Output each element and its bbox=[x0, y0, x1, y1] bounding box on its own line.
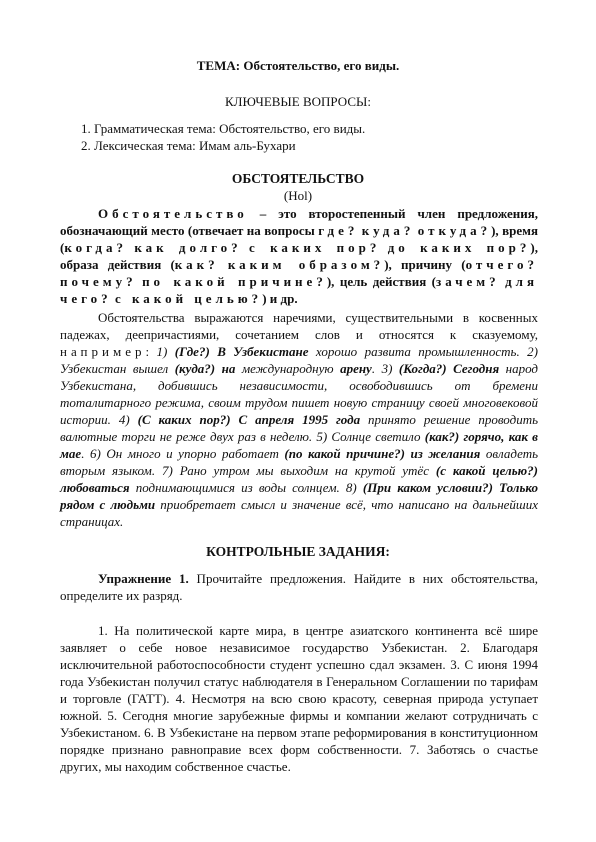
question-word: откуда? bbox=[417, 223, 492, 238]
plan-list bbox=[72, 120, 365, 154]
section-subheading: (Hol) bbox=[283, 188, 313, 203]
example-circumstance: (При каком условии?) Только рядом с людьми bbox=[60, 480, 538, 512]
example-circumstance: (куда?) на bbox=[174, 361, 236, 376]
question-word: когда? bbox=[64, 240, 127, 255]
question-word: каким образом? bbox=[227, 257, 385, 272]
definition-paragraph: Обстоятельство – это второстепенный член предложения, обозначающий место (отвечает на вопросы где? куда? откуда?), время (когда? как долго? с каких пор? до каких пор?), образа действия (как? каким образом?), причину (отчего? почему? по какой причине?), цель действия (зачем? для чего? с какой целью?) и др. bbox=[60, 206, 539, 306]
exercise-label: Упражнение 1. bbox=[98, 571, 189, 586]
example-circumstance: (по какой причине?) из желания bbox=[284, 446, 481, 461]
question-word: где? bbox=[318, 223, 359, 238]
tasks-heading: КОНТРОЛЬНЫЕ ЗАДАНИЯ: bbox=[206, 544, 390, 559]
question-word: почему? bbox=[60, 274, 137, 289]
plan-item: 2. Лексическая тема: Имам аль-Бухари bbox=[94, 137, 365, 154]
question-word: как долго? bbox=[134, 240, 242, 255]
question-word: как? bbox=[174, 257, 219, 272]
key-questions-heading: КЛЮЧЕВЫЕ ВОПРОСЫ: bbox=[225, 94, 371, 109]
question-word: для чего? bbox=[60, 274, 539, 306]
section-heading: ОБСТОЯТЕЛЬСТВО bbox=[231, 171, 365, 186]
exercise-text: 1. На политической карте мира, в центре азиатского континента всё шире заявляет о себе новое независимое государство Узбекистан. 2. Благодаря исключительной работоспособности студент успешно сдал экзамен. 3. С июня 1994 года Узбекистан получил статус наблюдателя в Генеральном Соглашении по тарифам и торговле (ГАТТ). 4. Несмотря на всю свою красоту, северная природа уступает южной. 5. Сегодня многие зарубежные фирмы и компании желают сотрудничать с Узбекистаном. 6. В Узбекистане на первом этапе реформирования в конституционном порядке признано равноправие всех форм собственности. 7. Заботясь о счастье других, мы находим собственное счастье. bbox=[60, 623, 538, 774]
definition-term: Обстоятельство bbox=[98, 206, 248, 221]
example-circumstance: (С каких пор?) С апреля 1995 года bbox=[137, 412, 361, 427]
example-circumstance: (как?) горячо, как в мае bbox=[60, 429, 538, 461]
question-word: с каких пор? bbox=[249, 240, 381, 255]
question-word: зачем? bbox=[436, 274, 500, 289]
for-example-word: например bbox=[60, 344, 146, 359]
question-word: с какой целью? bbox=[114, 291, 263, 306]
examples-paragraph: Обстоятельства выражаются наречиями, существительными в косвенных падежах, деепричастиями, сочетанием слов и относятся к сказуемому, например: 1) (Где?) В Узбекистане хорошо развита промышленность. 2) Узбекистан вышел (куда?) на международную арену. 3) (Когда?) Сегодня народ Узбекистана, добившись независимости, освободившись от бремени тоталитарного режима, своим трудом пишет новую страницу своей многовековой истории. 4) (С каких пор?) С апреля 1995 года принято решение проводить валютные торги не реже двух раз в неделю. 5) Солнце светило (как?) горячо, как в мае. 6) Он много и упорно работает (по какой причине?) из желания овладеть вторым языком. 7) Рано утром мы выходим на крутой утёс (с какой целью?) любоваться поднимающимися из воды солнцем. 8) (При каком условии?) Только рядом с людьми приобретает смысл и значение всё, что написано на дальнейших страницах. bbox=[60, 310, 539, 529]
example-circumstance: (Где?) В Узбекистане bbox=[174, 344, 309, 359]
question-word: куда? bbox=[361, 223, 415, 238]
example-circumstance: (Когда?) Сегодня bbox=[398, 361, 500, 376]
topic-title: ТЕМА: Обстоятельство, его виды. bbox=[196, 58, 400, 73]
question-word: по какой причине? bbox=[142, 274, 327, 289]
example-circumstance: арену bbox=[340, 361, 372, 376]
exercise-instruction: Упражнение 1. Прочитайте предложения. Найдите в них обстоятельства, определите их разряд. bbox=[60, 571, 538, 603]
example-circumstance: (с какой целью?) любоваться bbox=[60, 463, 538, 495]
question-word: отчего? bbox=[465, 257, 538, 272]
plan-item: 1. Грамматическая тема: Обстоятельство, его виды. bbox=[94, 120, 365, 137]
question-word: до каких пор? bbox=[387, 240, 531, 255]
